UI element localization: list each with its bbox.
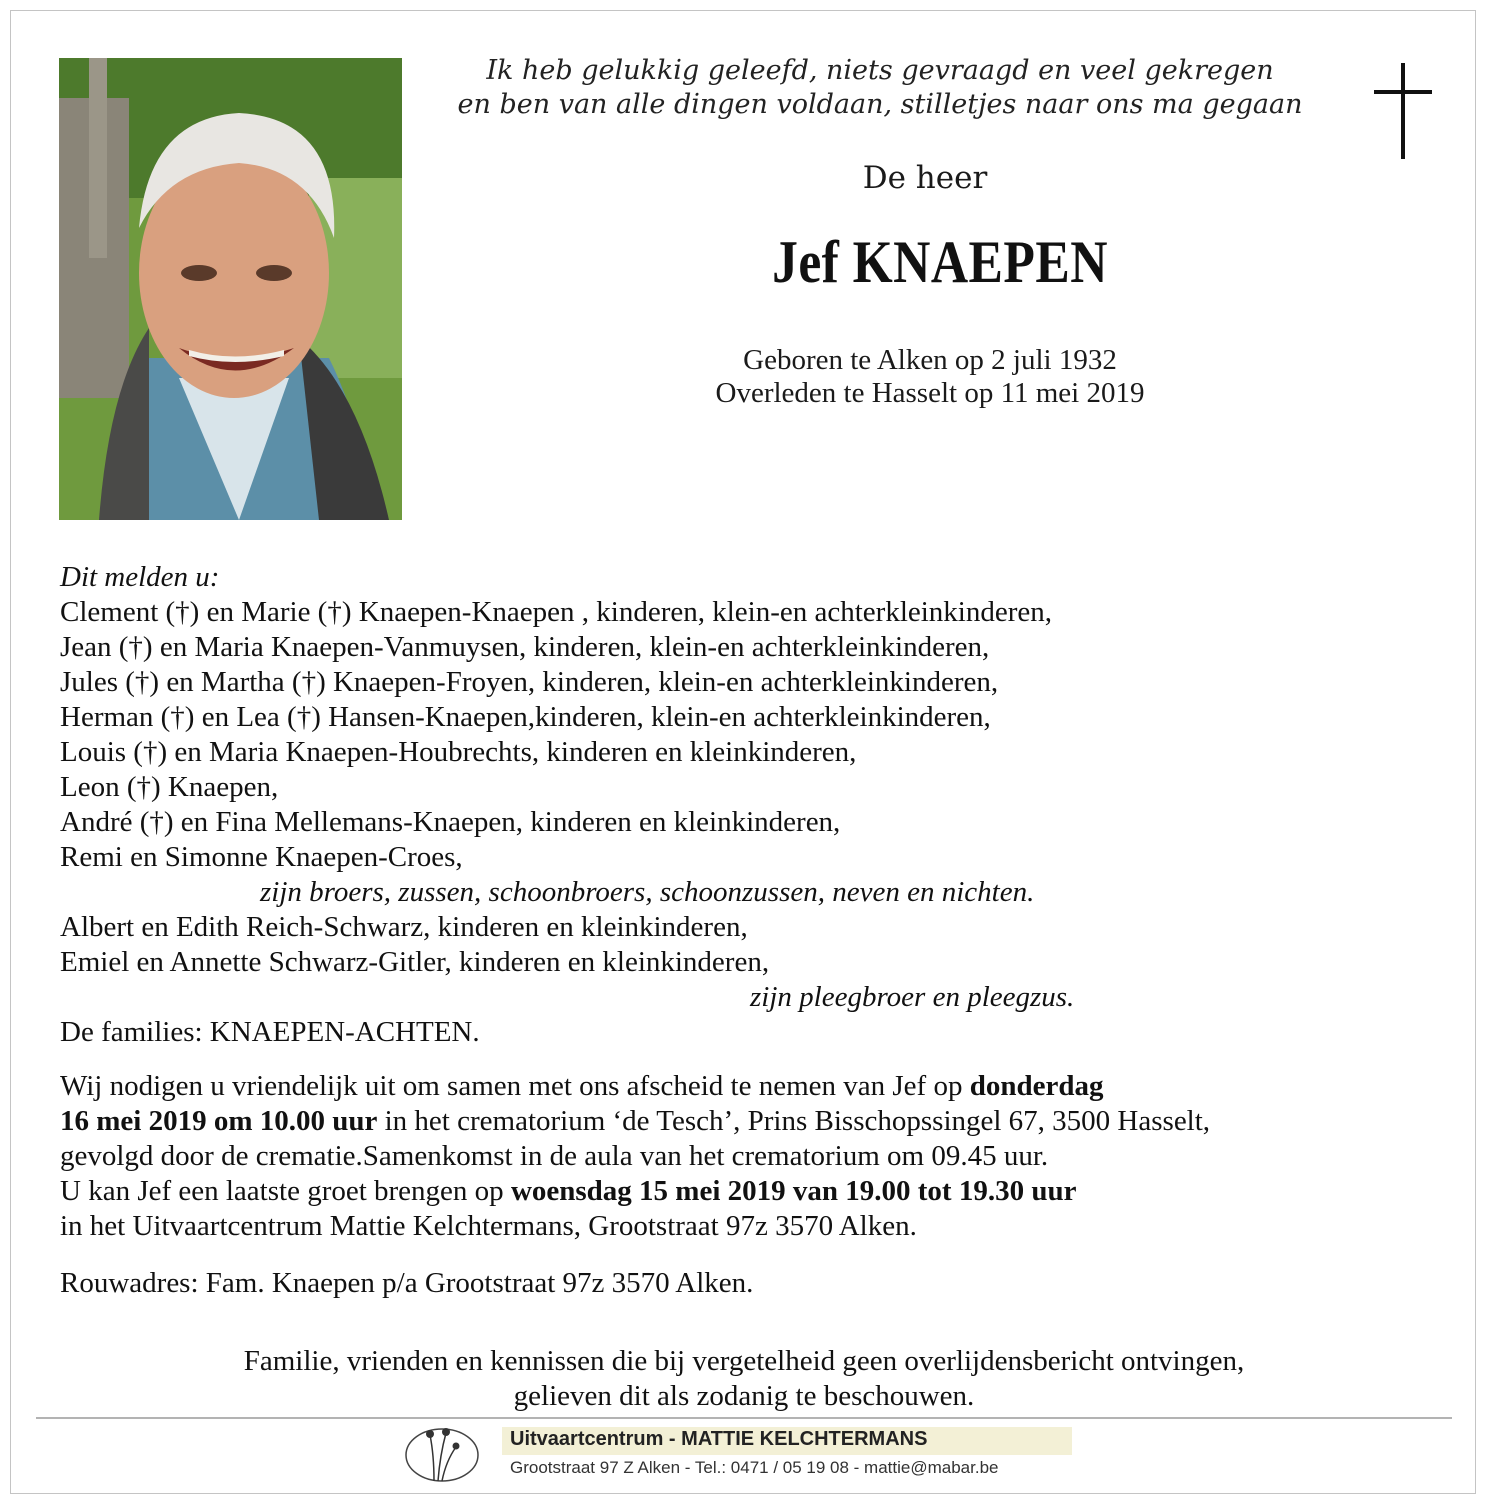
visitation-line-1 (60, 1174, 1460, 1209)
families-line: De families: KNAEPEN-ACHTEN. (60, 1016, 480, 1048)
portrait-photo (59, 58, 402, 520)
company-name: Uitvaartcentrum - MATTIE KELCHTERMANS (510, 1428, 928, 1450)
cross-icon (1374, 63, 1434, 159)
intro-line: Dit melden u: (60, 561, 220, 593)
ceremony-line-2 (60, 1104, 1460, 1139)
ceremony-line-1 (60, 1069, 1460, 1104)
family-line: Leon (†) Knaepen, (60, 771, 279, 803)
company-contact: Grootstraat 97 Z Alken - Tel.: 0471 / 05 19 08 - mattie@mabar.be (510, 1458, 999, 1477)
quote-line-1: Ik heb gelukkig geleefd, niets gevraagd en veel gekregen (486, 55, 1274, 86)
salutation: De heer (862, 160, 988, 196)
family-line: Herman (†) en Lea (†) Hansen-Knaepen,kinderen, klein-en achterkleinkinderen, (60, 701, 991, 733)
quote (420, 54, 1340, 122)
life-dates (540, 344, 1320, 410)
ceremony-location: in het crematorium ‘de Tesch’, Prins Bisschopssingel 67, 3500 Hasselt, (377, 1105, 1211, 1137)
ceremony-text: Wij nodigen u vriendelijk uit om samen met ons afscheid te nemen van Jef op (60, 1070, 970, 1102)
ceremony-day: donderdag (969, 1070, 1104, 1102)
visitation-line-2: in het Uitvaartcentrum Mattie Kelchtermans, Grootstraat 97z 3570 Alken. (60, 1210, 917, 1242)
flower-logo-icon (404, 1425, 480, 1485)
family-line: André (†) en Fina Mellemans-Knaepen, kinderen en kleinkinderen, (60, 806, 841, 838)
birth-line: Geboren te Alken op 2 juli 1932 (743, 344, 1117, 376)
family-line: Jean (†) en Maria Knaepen-Vanmuysen, kinderen, klein-en achterkleinkinderen, (60, 631, 990, 663)
ceremony-line-3: gevolgd door de crematie.Samenkomst in de aula van het crematorium om 09.45 uur. (60, 1140, 1049, 1172)
family-line: Remi en Simonne Knaepen-Croes, (60, 841, 463, 873)
visitation-text: U kan Jef een laatste groet brengen op (60, 1175, 511, 1207)
funeral-home-footer (404, 1425, 1084, 1487)
foster-line: Emiel en Annette Schwarz-Gitler, kinderen en kleinkinderen, (60, 946, 770, 978)
ceremony-datetime: 16 mei 2019 om 10.00 uur (60, 1105, 378, 1137)
foster-line: Albert en Edith Reich-Schwarz, kinderen en kleinkinderen, (60, 911, 748, 943)
deceased-name: Jef KNAEPEN (772, 229, 1108, 295)
visitation-datetime: woensdag 15 mei 2019 van 19.00 tot 19.30 uur (510, 1175, 1077, 1207)
mourning-address: Rouwadres: Fam. Knaepen p/a Grootstraat 97z 3570 Alken. (60, 1267, 754, 1299)
closing-line-2: gelieven dit als zodanig te beschouwen. (513, 1380, 975, 1412)
death-line: Overleden te Hasselt op 11 mei 2019 (715, 377, 1145, 409)
siblings-note: zijn broers, zussen, schoonbroers, schoonzussen, neven en nichten. (260, 876, 1035, 908)
closing-note (60, 1344, 1428, 1414)
divider (36, 1417, 1452, 1419)
family-line: Jules (†) en Martha (†) Knaepen-Froyen, kinderen, klein-en achterkleinkinderen, (60, 666, 999, 698)
family-line: Clement (†) en Marie (†) Knaepen-Knaepen , kinderen, klein-en achterkleinkinderen, (60, 596, 1053, 628)
quote-line-2: en ben van alle dingen voldaan, stilletjes naar ons ma gegaan (457, 89, 1303, 120)
family-line: Louis (†) en Maria Knaepen-Houbrechts, kinderen en kleinkinderen, (60, 736, 857, 768)
closing-line-1: Familie, vrienden en kennissen die bij vergetelheid geen overlijdensbericht ontvingen, (243, 1345, 1245, 1377)
announcement-body (60, 560, 1460, 1301)
foster-note: zijn pleegbroer en pleegzus. (750, 981, 1075, 1013)
